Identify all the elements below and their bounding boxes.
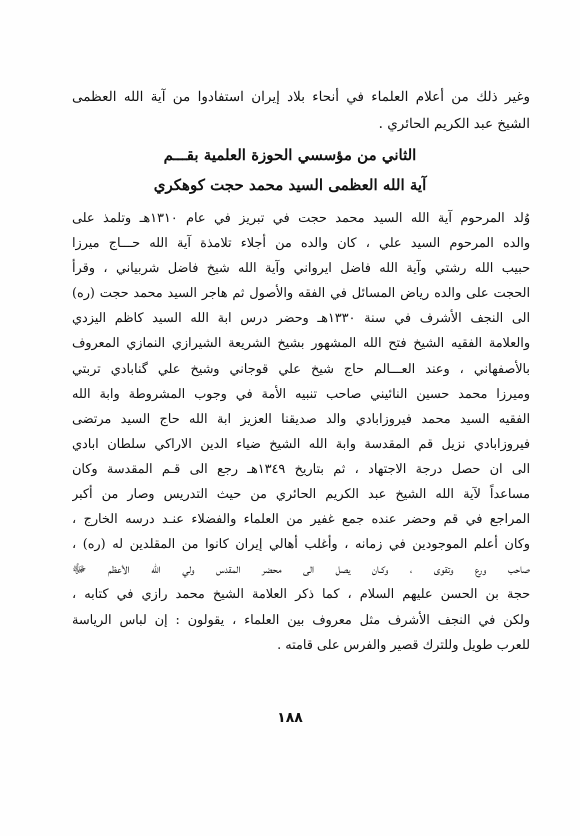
body-line: حجة بن الحسن عليهم السلام ، كما ذكر العلامة الشيخ محمد رازي في كتابه ، bbox=[72, 587, 530, 603]
body-line: ولكن في النجف الأشرف مثل معروف بين العلماء ، يقولون : إن لباس الرياسة bbox=[72, 612, 530, 628]
body-line: والعلامة الفقيه الشيخ فتح الله المشهور بشيخ الشريعة الشيرازي النمازي المعروف bbox=[72, 336, 530, 352]
intro-paragraph bbox=[72, 84, 530, 138]
body-paragraph bbox=[72, 206, 530, 658]
body-line: وميرزا محمد حسين النائيني صاحب تنبيه الأمة في وجوب المشروطة وابة الله bbox=[72, 386, 530, 402]
page-number: ١٨٨ bbox=[277, 710, 303, 726]
body-line: بالأصفهاني ، وعند العـــالم حاج شيخ علي قوجاني وشيخ علي گنابادي تربتي bbox=[72, 361, 530, 377]
body-line: صاحب ورع وتقوى ، وكـان يصل الى محضر المقدس ولي الله الأعظم ﷻ bbox=[72, 562, 530, 578]
intro-line: الشيخ عبد الكريم الحائري . bbox=[378, 116, 530, 132]
body-line: مساعداً لآية الله الشيخ عبد الكريم الحائري من حيث التدريس وصار من أكبر bbox=[72, 487, 530, 503]
body-line: حبيب الله رشتي وآية الله فاضل ايرواني وآية الله شيخ فاضل شربياني ، وقرأ bbox=[72, 261, 530, 277]
body-line: الى النجف الأشرف في سنة ١٣٣٠هـ وحضر درس ابة الله السيد كاظم اليزدي bbox=[72, 311, 530, 327]
body-line: وكان أعلم الموجودين في زمانه ، وأغلب أهالي إيران كانوا من المقلدين له (ره) ، bbox=[72, 537, 530, 553]
section-heading-line-2: آية الله العظمى السيد محمد حجت كوهكري bbox=[153, 176, 427, 194]
body-line: وُلد المرحوم آية الله السيد محمد حجت في تبريز في عام ١٣١٠هـ وتلمذ على bbox=[72, 211, 530, 226]
section-heading-line-1: الثاني من مؤسسي الحوزة العلمية بقـــم bbox=[163, 146, 417, 164]
body-line: الحجت على والده رياض المسائل في الفقه والأصول ثم هاجر السيد محمد حجت (ره) bbox=[72, 286, 530, 302]
body-line: الى ان حصل درجة الاجتهاد ، ثم بتاريخ ١٣٤٩هـ رجع الى قـم المقدسة وكان bbox=[72, 461, 530, 477]
intro-line: وغير ذلك من أعلام العلماء في أنحاء بلاد إيران استفادوا من آية الله العظمى bbox=[72, 89, 530, 105]
body-line: والده المرحوم السيد علي ، كان والده من أجلاء تلامذة آية الله حـــاج ميرزا bbox=[72, 236, 530, 252]
body-line: للعرب طويل وللترك قصير والفرس على قامته . bbox=[277, 637, 530, 653]
body-line: الفقيه السيد محمد فيروزابادي والد صديقنا العزيز ابة الله حاج السيد مرتضى bbox=[72, 411, 530, 427]
body-line: المراجع في قم وحضر عنده جمع غفير من العلماء والفضلاء عنـد درسه الخارج ، bbox=[72, 512, 530, 528]
body-line: فيروزابادي نزيل قم المقدسة وابة الله الشيخ ضياء الدين الاراكي سلطان ابادي bbox=[72, 436, 530, 452]
